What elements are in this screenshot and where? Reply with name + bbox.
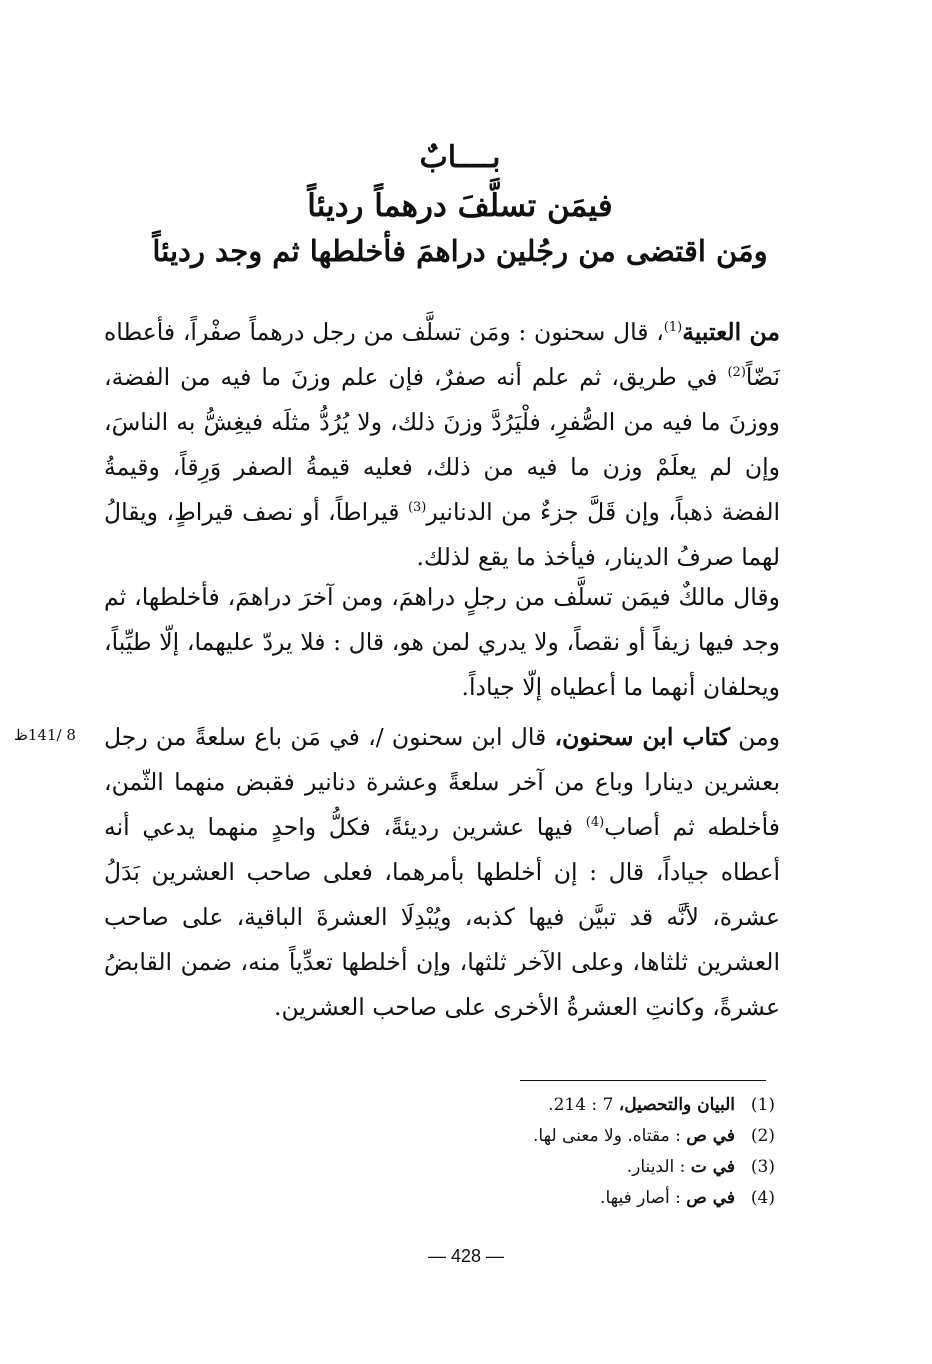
footnote-item — [400, 1183, 775, 1214]
paragraph-1 — [104, 310, 780, 580]
footnotes — [400, 1090, 775, 1214]
footnote-label: في ص — [686, 1126, 735, 1146]
footnote-text: : مقتاه. ولا معنى لها. — [533, 1126, 687, 1146]
footnote-item — [400, 1152, 775, 1183]
paragraph-1-text-c: قيراطاً، أو نصف قيراطٍ، ويقالُ لهما صرفُ الدينار، فيأخذ ما يقع لذلك. — [104, 498, 780, 571]
footnote-label: في ص — [686, 1188, 735, 1208]
chapter-title-line-2: ومَن اقتضى من رجُلين دراهمَ فأخلطها ثم وجد رديئاً — [152, 234, 768, 268]
source-name-ibn-sahnun: كتاب ابن سحنون، — [554, 723, 730, 751]
paragraph-1-text-a: ، قال سحنون : ومَن تسلَّف من رجل درهماً صفْراً، فأعطاه نَضّاً — [104, 318, 780, 391]
manuscript-folio-note: 8 /141ظ — [14, 726, 76, 744]
paragraph-1-text-b: في طريق، ثم علم أنه صفرٌ، فإن علم وزنَ ما فيه من الفضة، ووزنَ ما فيه من الصُّفرِ، فلْيَرُدَّ وزنَ ذلك، ولا يُرُدُّ مثلَه فيغِشُّ به الناسَ، وإن لم يعلَمْ وزن ما فيه من ذلك، فعليه قيمةُ الصفر وَرِقاً، وقيمةُ الفضة ذهباً، وإن قَلَّ جزءٌ من الدنانير — [104, 363, 781, 526]
footnote-number: (4) — [750, 1188, 775, 1208]
paragraph-3 — [104, 715, 780, 1030]
footnote-item — [400, 1090, 775, 1121]
paragraph-2: وقال مالكٌ فيمَن تسلَّف من رجلٍ دراهمَ، ومن آخرَ دراهمَ، فأخلطها، ثم وجد فيها زيفاً أو نقصاً، ولا يدري لمن هو، قال : فلا يردّ عليهما، إلّا طيِّباً، ويحلفان أنهما ما أعطياه إلّا جياداً. — [104, 583, 780, 701]
footnote-text: 7 : 214. — [548, 1095, 619, 1115]
footnote-label: البيان والتحصيل، — [618, 1095, 735, 1115]
footnote-text: : الدينار. — [626, 1157, 691, 1177]
page-number: — 428 — — [427, 1246, 505, 1266]
chapter-title-line-1: فيمَن تسلَّفَ درهماً رديئاً — [307, 188, 613, 224]
footnote-number: (1) — [750, 1095, 775, 1115]
footnote-number: (3) — [750, 1157, 775, 1177]
footnote-ref-2: (2) — [727, 365, 746, 381]
footnote-divider — [520, 1080, 766, 1081]
footnote-ref-3: (3) — [407, 500, 427, 516]
chapter-heading-bab: بــــابٌ — [419, 140, 501, 175]
source-name-atbiya: من العتبية — [682, 318, 780, 346]
footnote-text: : أصار فيها. — [600, 1188, 687, 1208]
footnote-label: في ت — [690, 1157, 735, 1177]
footnote-item — [400, 1121, 775, 1152]
footnote-ref-4: (4) — [585, 815, 605, 831]
paragraph-3-text-b: فيها عشرين رديئةً، فكلُّ واحدٍ منهما يدعي أنه أعطاه جياداً، قال : إن أخلطها بأمرهما، فعلى صاحب العشرين بَدَلُ عشرة، لأنَّه قد تبيَّن فيها كذبه، ويُبْدِلَا العشرةَ الباقية، على صاحب العشرين ثلثاها، وعلى الآخر ثلثها، وإن أخلطها تعدِّياً منه، ضمن القابضُ عشرةً، وكانتِ العشرةُ الأخرى على صاحب العشرين. — [104, 813, 780, 1021]
footnote-number: (2) — [750, 1126, 775, 1146]
footnote-ref-1: (1) — [663, 320, 683, 336]
paragraph-3-text-a: قال ابن سحنون /، في مَن باع سلعةً من رجل بعشرين دينارا وباع من آخر سلعةً وعشرة دنانير فقبض منهما الثّمن، فأخلطه ثم أصاب — [104, 723, 781, 841]
paragraph-3-prefix: ومن — [729, 723, 780, 751]
